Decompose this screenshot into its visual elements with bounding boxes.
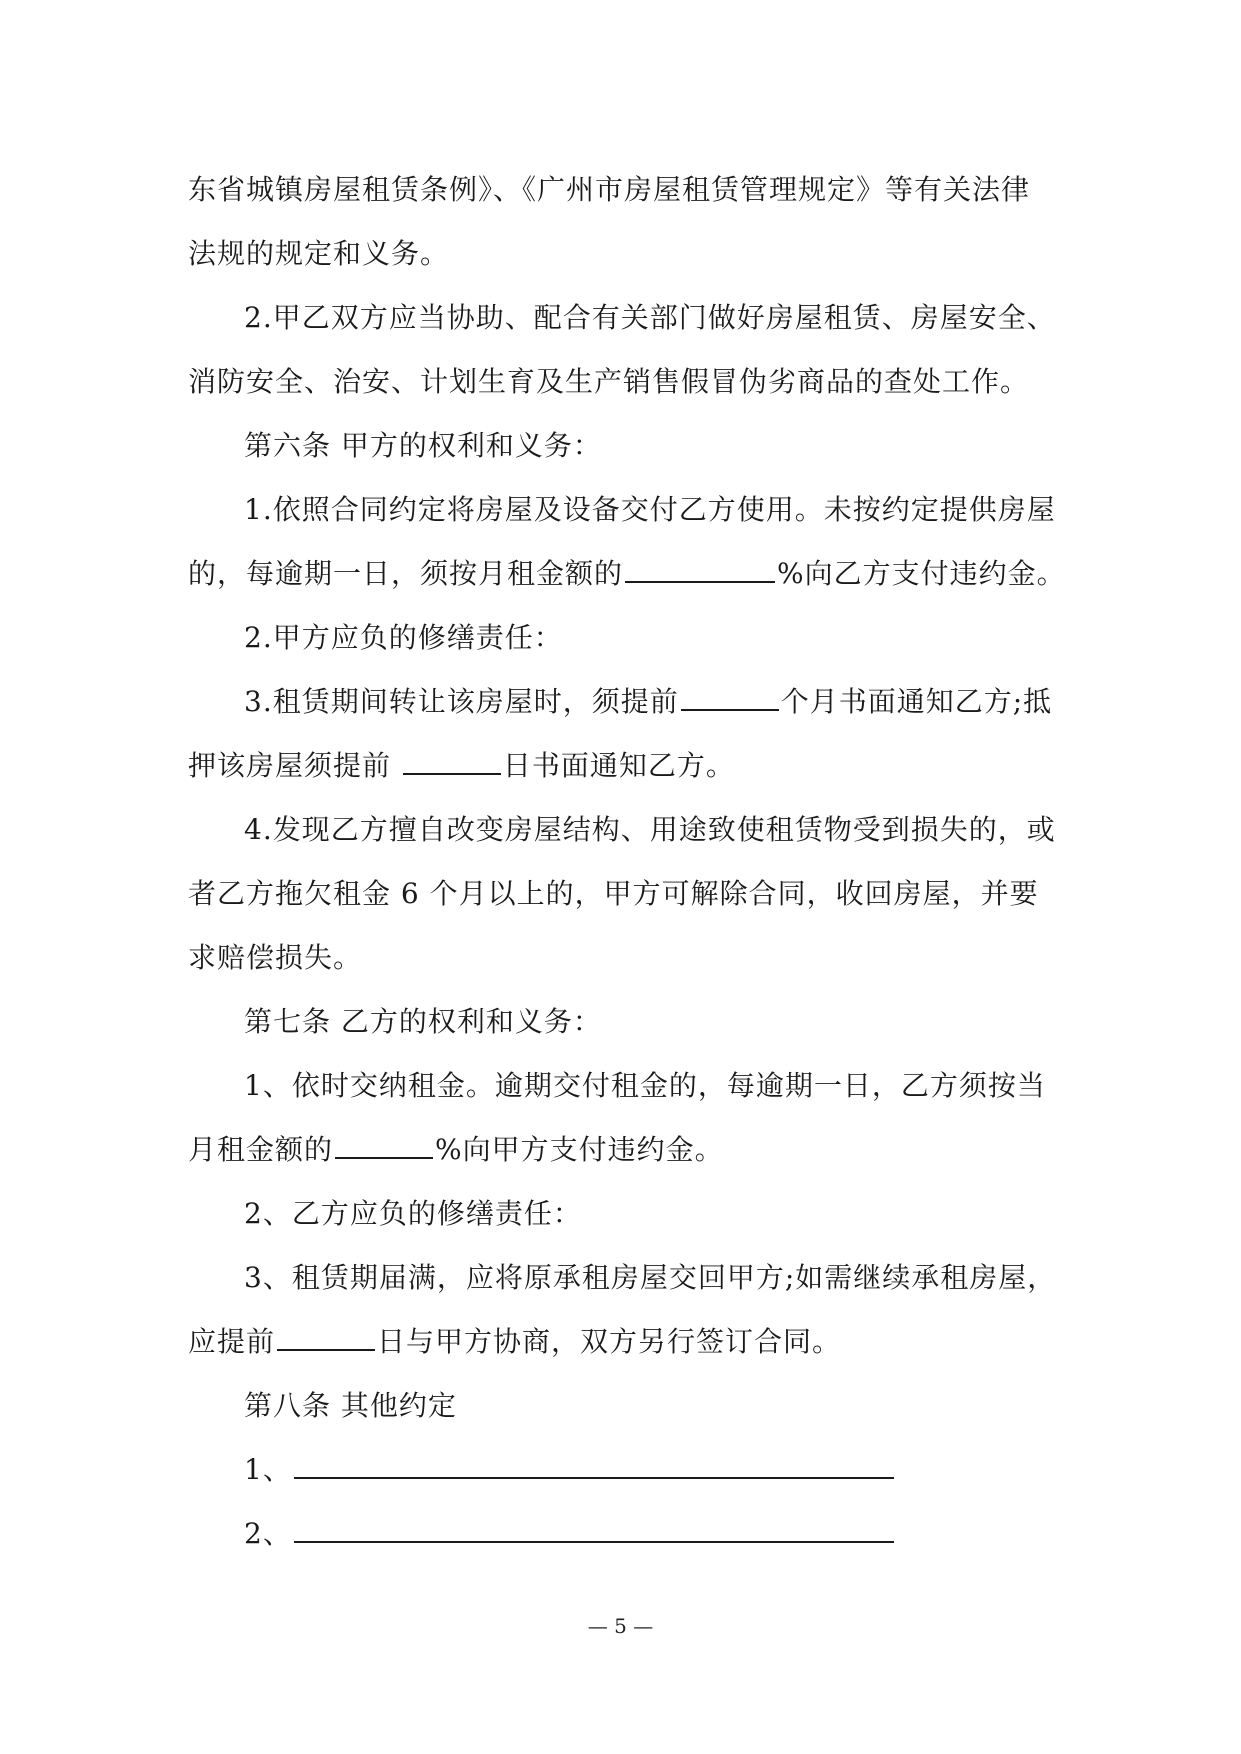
- text-fragment: %向甲方支付违约金。: [435, 1133, 724, 1166]
- text-fragment: 日与甲方协商，双方另行签订合同。: [377, 1325, 842, 1358]
- article-heading: 第八条 其他约定: [244, 1389, 457, 1422]
- text-line: 2、乙方应负的修缮责任：: [244, 1197, 582, 1230]
- text-line: [188, 542, 1066, 606]
- text-line: 1.依照合同约定将房屋及设备交付乙方使用。未按约定提供房屋: [244, 493, 1056, 526]
- text-line: 求赔偿损失。: [188, 941, 363, 974]
- text-fragment: 押该房屋须提前: [188, 749, 401, 782]
- fill-in-blank: [294, 1507, 894, 1543]
- fill-in-blank: [277, 1315, 375, 1351]
- text-line: 3、租赁期届满，应将原承租房屋交回甲方;如需继续承租房屋，: [244, 1261, 1057, 1294]
- text-line: [188, 670, 1058, 734]
- text-fragment: %向乙方支付违约金。: [777, 557, 1066, 590]
- text-line: 1、依时交纳租金。逾期交付租金的，每逾期一日，乙方须按当: [244, 1069, 1046, 1102]
- text-line: 2.甲方应负的修缮责任：: [244, 621, 563, 654]
- fill-in-blank: [681, 675, 779, 711]
- fill-in-blank: [335, 1123, 433, 1159]
- text-line: 者乙方拖欠租金 6 个月以上的，甲方可解除合同，收回房屋，并要: [188, 877, 1039, 910]
- text-fragment: 2、: [244, 1517, 292, 1550]
- fill-in-blank: [294, 1443, 894, 1479]
- text-fragment: 3.租赁期间转让该房屋时，须提前: [244, 685, 679, 718]
- text-line: 2.甲乙双方应当协助、配合有关部门做好房屋租赁、房屋安全、: [244, 301, 1056, 334]
- text-line: 法规的规定和义务。: [188, 237, 450, 270]
- text-line: [188, 734, 1058, 798]
- page-number: — 5 —: [587, 1614, 654, 1638]
- text-fragment: 日书面通知乙方。: [502, 749, 735, 782]
- text-line: [188, 1118, 1058, 1182]
- fill-in-blank: [403, 739, 501, 775]
- document-body: [188, 158, 1066, 1566]
- text-line: [188, 1502, 1058, 1566]
- text-fragment: 个月书面通知乙方;抵: [780, 685, 1053, 718]
- text-line: 消防安全、治安、计划生育及生产销售假冒伪劣商品的查处工作。: [188, 365, 1030, 398]
- article-heading: 第七条 乙方的权利和义务：: [244, 1005, 602, 1038]
- text-line: [188, 1438, 1058, 1502]
- article-heading: 第六条 甲方的权利和义务：: [244, 429, 602, 462]
- text-line: [188, 1310, 1058, 1374]
- text-line: 东省城镇房屋租赁条例》、《广州市房屋租赁管理规定》等有关法律: [188, 173, 1031, 206]
- text-fragment: 1、: [244, 1453, 292, 1486]
- text-fragment: 月租金额的: [188, 1133, 334, 1166]
- text-line: 4.发现乙方擅自改变房屋结构、用途致使租赁物受到损失的，或: [244, 813, 1056, 846]
- fill-in-blank: [625, 547, 775, 583]
- text-fragment: 应提前: [188, 1325, 276, 1358]
- text-fragment: 的，每逾期一日，须按月租金额的: [188, 557, 624, 590]
